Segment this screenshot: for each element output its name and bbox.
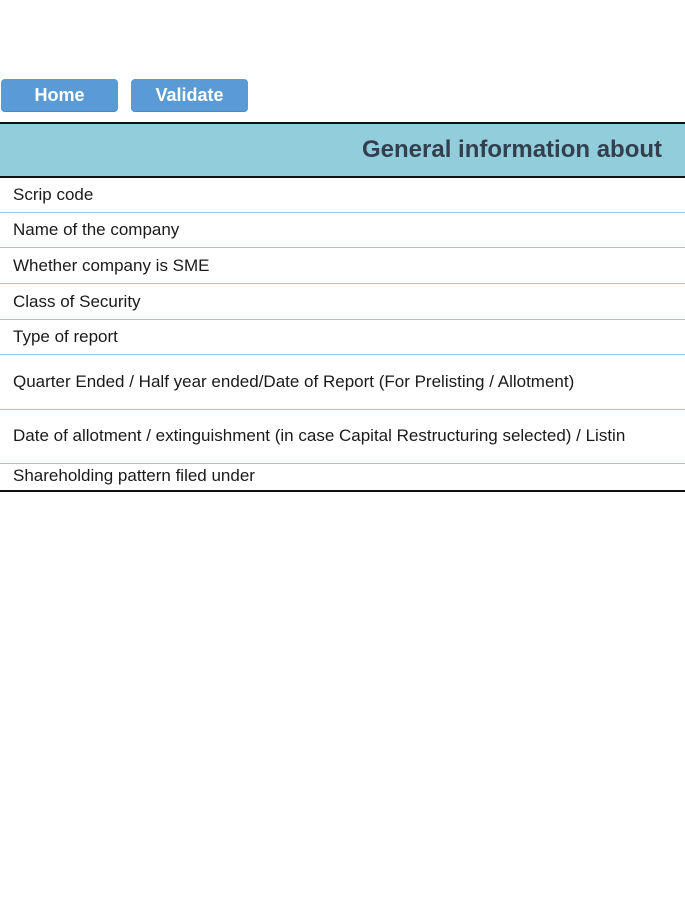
table-header xyxy=(0,124,685,178)
row-scrip-code xyxy=(0,178,685,213)
table-title: General information about xyxy=(362,136,663,163)
validate-button[interactable]: Validate xyxy=(131,79,248,111)
row-date-of-allotment xyxy=(0,410,685,464)
row-shareholding-pattern xyxy=(0,464,685,490)
row-label: Type of report xyxy=(13,327,118,346)
row-company-name xyxy=(0,213,685,248)
home-button[interactable]: Home xyxy=(1,79,118,111)
row-type-of-report xyxy=(0,320,685,355)
general-information-table xyxy=(0,122,685,492)
row-label: Date of allotment / extinguishment (in case Capital Restructuring selected) / Listin xyxy=(13,426,626,445)
row-label: Class of Security xyxy=(13,292,141,311)
row-label: Name of the company xyxy=(13,220,180,239)
row-label: Quarter Ended / Half year ended/Date of Report (For Prelisting / Allotment) xyxy=(13,372,575,391)
toolbar xyxy=(0,79,685,112)
row-label: Scrip code xyxy=(13,185,94,204)
row-label: Whether company is SME xyxy=(13,256,210,275)
row-sme xyxy=(0,248,685,284)
row-quarter-ended xyxy=(0,355,685,410)
row-class-of-security xyxy=(0,284,685,320)
row-label: Shareholding pattern filed under xyxy=(13,466,255,485)
